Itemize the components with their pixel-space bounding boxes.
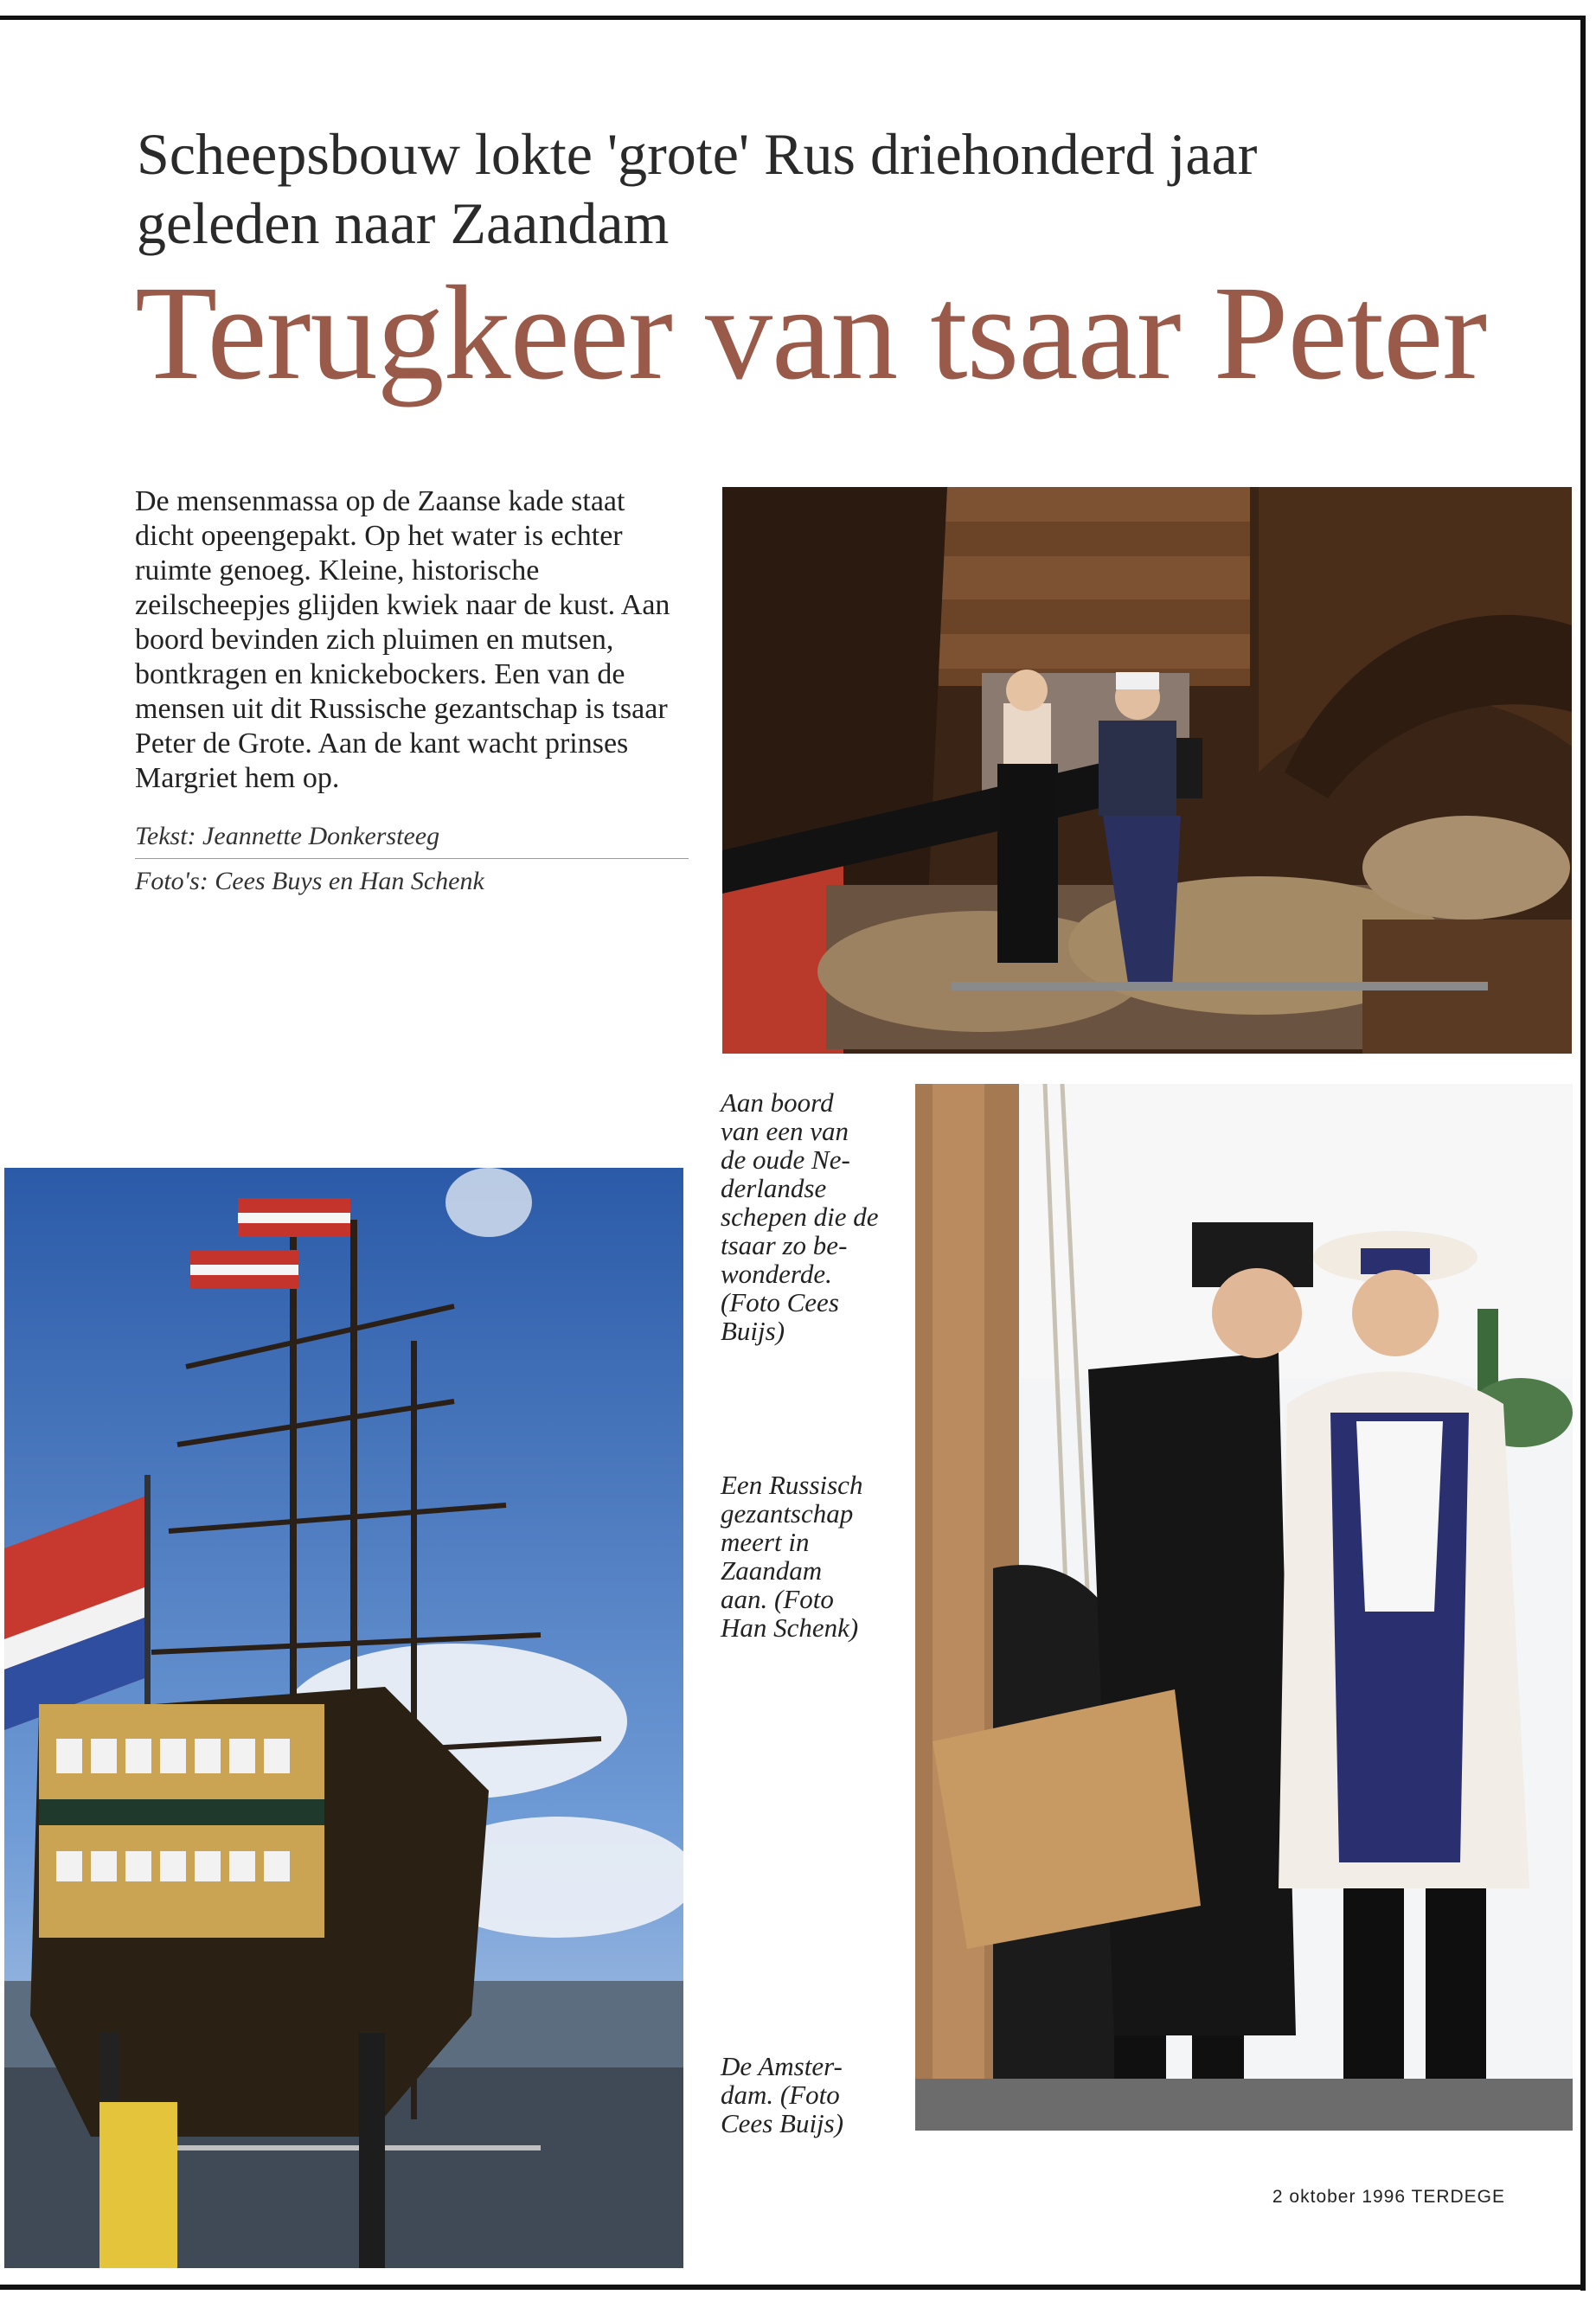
caption-on-board: Aan boord van een van de oude Ne- derlandse schepen die de tsaar zo be- wonderde. (Foto Cees Buijs) (721, 1087, 879, 1346)
article-headline: Terugkeer van tsaar Peter (135, 258, 1487, 407)
text-credit: Tekst: Jeannette Donkersteeg (135, 822, 440, 850)
page-frame-top (0, 16, 1585, 20)
photo-russian-delegation (915, 1084, 1573, 2131)
article-kicker: Scheepsbouw lokte 'grote' Rus driehonderd jaar geleden naar Zaandam (137, 121, 1258, 256)
photo-ship-amsterdam (4, 1168, 683, 2268)
credit-divider (135, 858, 689, 859)
caption-delegation: Een Russisch gezantschap meert in Zaandam aan. (Foto Han Schenk) (721, 1470, 863, 1643)
page-frame-right (1580, 16, 1586, 2291)
page-footer: 2 oktober 1996 TERDEGE (1272, 2187, 1505, 2207)
caption-amsterdam: De Amster- dam. (Foto Cees Buijs) (721, 2051, 844, 2138)
page-frame-bottom (0, 2285, 1585, 2290)
photo-boys-cannon (722, 487, 1572, 1054)
article-intro: De mensenmassa op de Zaanse kade staat dicht opeengepakt. Op het water is echter ruimte genoeg. Kleine, historische zeilscheepjes glijden kwiek naar de kust. Aan boord bevinden zich pluimen en mutsen, bontkragen en knickebockers. Een van de mensen uit dit Russische gezantschap is tsaar Peter de Grote. Aan de kant wacht prinses Margriet hem op. (135, 485, 670, 794)
photo-credit: Foto's: Cees Buys en Han Schenk (135, 867, 484, 895)
